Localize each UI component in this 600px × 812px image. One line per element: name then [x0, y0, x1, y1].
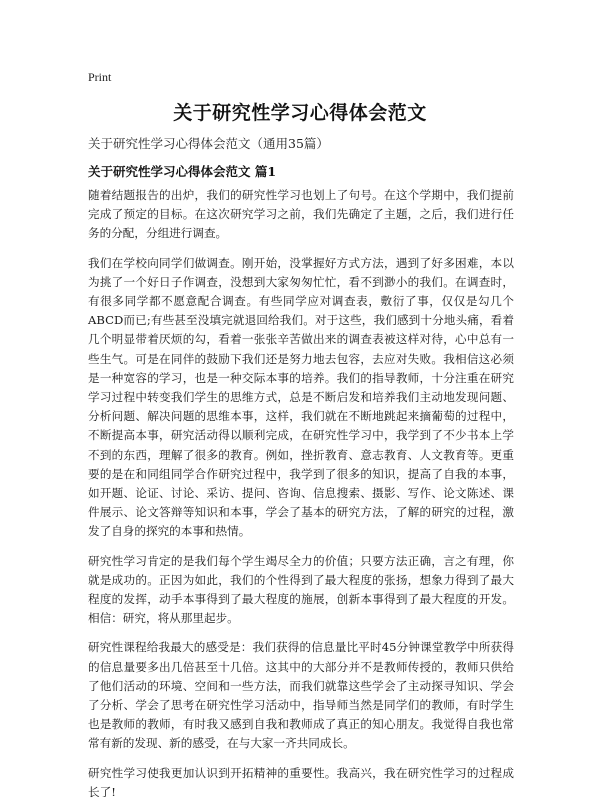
- document-subtitle: 关于研究性学习心得体会范文（通用35篇）: [88, 136, 329, 151]
- document-body: [88, 186, 514, 812]
- paragraph: 研究性课程给我最大的感受是：我们获得的信息量比平时45分钟课堂教学中所获得的信息量要多出几倍甚至十几倍。这其中的大部分并不是教师传授的，教师只供给了他们活动的环境、空间和一些方法，而我们就靠这些学会了主动探寻知识、学会了分析、学会了思考在研究性学习活动中，指导师当然是同学们的教师，有时学生也是教师的教师，有时我又感到自我和教师成了真正的知心朋友。我觉得自我也常常有新的发现、新的感受，在与大家一齐共同成长。: [88, 640, 514, 751]
- document-title: 关于研究性学习心得体会范文: [173, 102, 427, 124]
- paragraph: 随着结题报告的出炉，我们的研究性学习也划上了句号。在这个学期中，我们提前完成了预定的目标。在这次研究学习之前，我们先确定了主题，之后，我们进行任务的分配，分组进行调查。: [88, 188, 514, 241]
- paragraph: 研究性学习肯定的是我们每个学生竭尽全力的价值；只要方法正确，言之有理，你就是成功的。正因为如此，我们的个性得到了最大程度的张扬，想象力得到了最大程度的发挥，动手本事得到了最大程度的施展，创新本事得到了最大程度的开发。相信：研究，将从那里起步。: [88, 553, 514, 626]
- section-heading: 关于研究性学习心得体会范文 篇1: [88, 164, 277, 179]
- paragraph: 我们在学校向同学们做调查。刚开始，没掌握好方式方法，遇到了好多困难，本以为挑了一个好日子作调查，没想到大家匆匆忙忙，看不到渺小的我们。在调查时，有很多同学都不愿意配合调查。有些同学应对调查表，敷衍了事，仅仅是勾几个ABCD而已;有些甚至没填完就退回给我们。对于这些，我们感到十分地头痛，看着几个明显带着厌烦的勾，看着一张张辛苦做出来的调查表被这样对待，心中总有一些生气。可是在同伴的鼓励下我们还是努力地去包容，去应对失败。我相信这必须是一种宽容的学习，也是一种交际本事的培养。我们的指导教师，十分注重在研究学习过程中转变我们学生的思维方式，总是不断启发和培养我们主动地发现问题、分析问题、解决问题的思维本事，这样，我们就在不断地跳起来摘葡萄的过程中，不断提高本事，研究活动得以顺利完成，在研究性学习中，我学到了不少书本上学不到的东西，理解了很多的教育。例如，挫折教育、意志教育、人文教育等。更重要的是在和同组同学合作研究过程中，我学到了很多的知识，提高了自我的本事，如开题、论证、讨论、采访、提问、咨询、信息搜索、摄影、写作、论文陈述、课件展示、论文答辩等知识和本事，学会了基本的研究方法，了解的研究的过程，激发了自身的探究的本事和热情。: [88, 255, 514, 539]
- paragraph: 研究性学习使我更加认识到开拓精神的重要性。我高兴，我在研究性学习的过程成长了!: [88, 765, 514, 799]
- print-link[interactable]: Print: [88, 70, 112, 84]
